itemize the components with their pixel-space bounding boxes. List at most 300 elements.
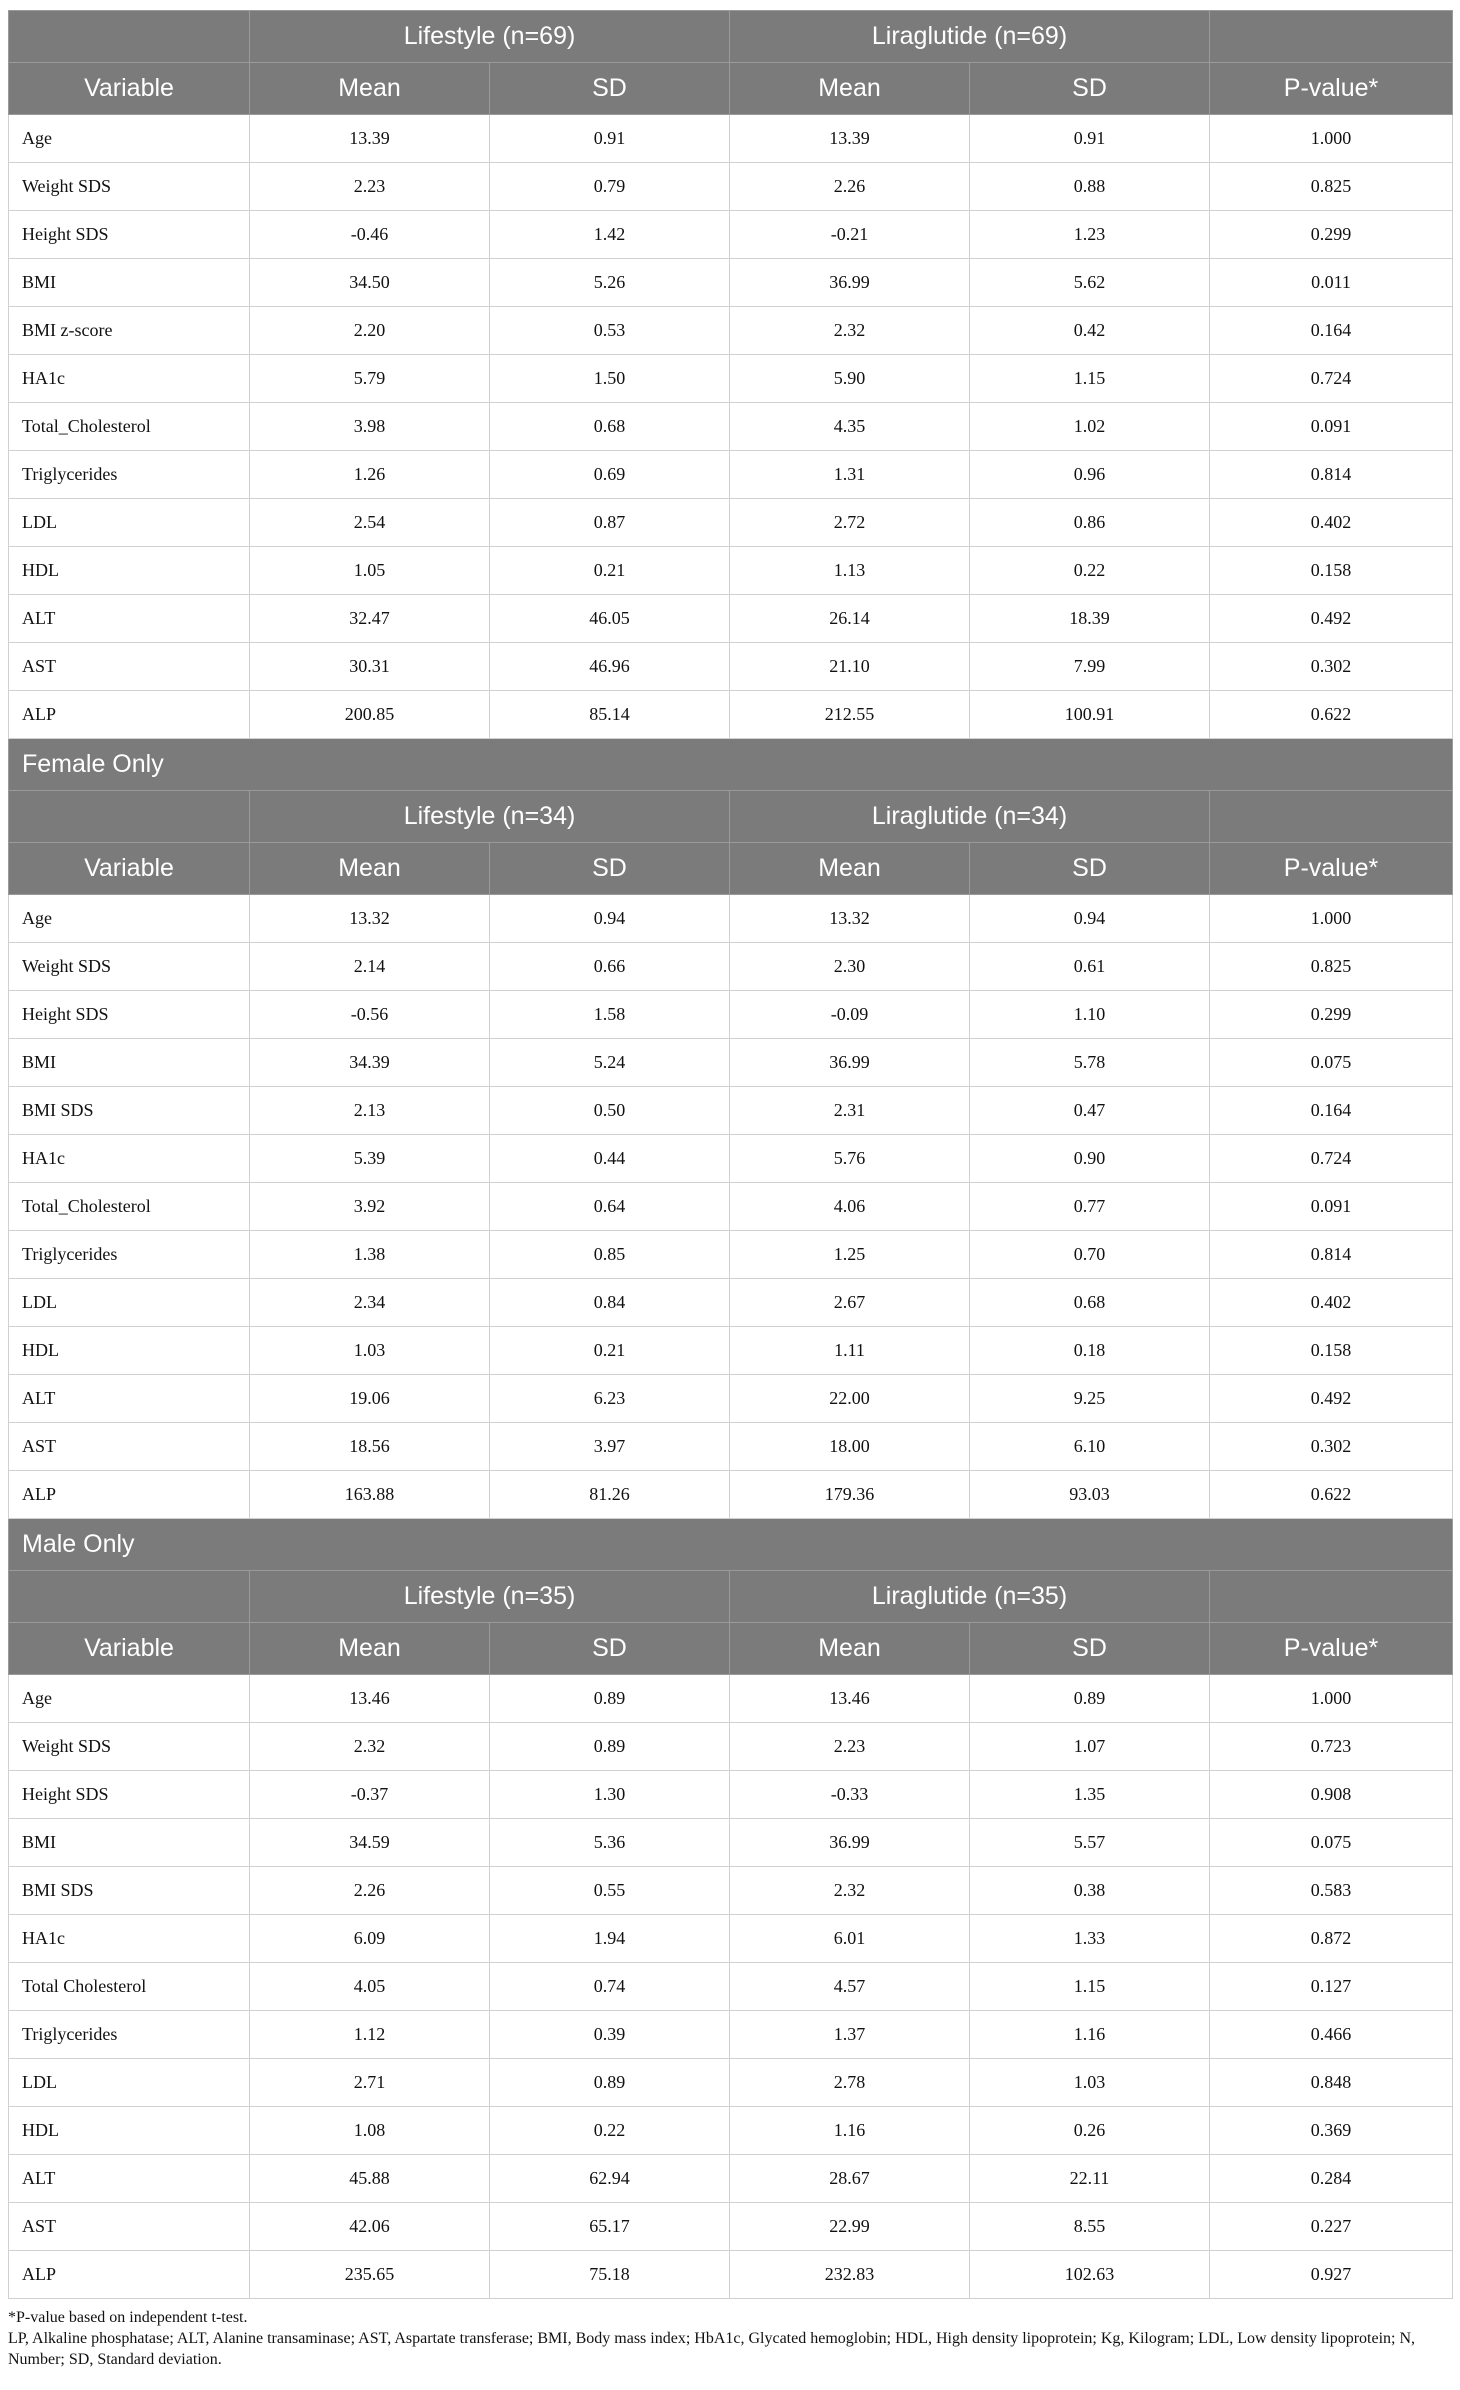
table-row (9, 2059, 1453, 2107)
group-header-empty (1210, 11, 1453, 63)
value-cell: 2.31 (730, 1087, 970, 1135)
value-cell: 13.32 (250, 895, 490, 943)
table-row (9, 2203, 1453, 2251)
value-cell: 1.03 (250, 1327, 490, 1375)
value-cell: 1.58 (490, 991, 730, 1039)
value-cell: 6.01 (730, 1915, 970, 1963)
column-header-mean: Mean (730, 63, 970, 115)
value-cell: 1.15 (970, 1963, 1210, 2011)
value-cell: 0.908 (1210, 1771, 1453, 1819)
value-cell: 0.158 (1210, 1327, 1453, 1375)
value-cell: 0.402 (1210, 1279, 1453, 1327)
value-cell: 0.18 (970, 1327, 1210, 1375)
value-cell: 1.16 (730, 2107, 970, 2155)
column-header-mean: Mean (730, 1623, 970, 1675)
column-header-variable: Variable (9, 63, 250, 115)
value-cell: 0.075 (1210, 1039, 1453, 1087)
value-cell: 1.16 (970, 2011, 1210, 2059)
column-header-row (9, 1623, 1453, 1675)
value-cell: 26.14 (730, 595, 970, 643)
table-row (9, 1231, 1453, 1279)
table-row (9, 403, 1453, 451)
variable-cell: Weight SDS (9, 943, 250, 991)
value-cell: 2.32 (730, 1867, 970, 1915)
value-cell: 2.32 (250, 1723, 490, 1771)
value-cell: 0.075 (1210, 1819, 1453, 1867)
value-cell: 36.99 (730, 259, 970, 307)
value-cell: 13.32 (730, 895, 970, 943)
value-cell: 0.825 (1210, 163, 1453, 211)
value-cell: 36.99 (730, 1039, 970, 1087)
value-cell: 1.15 (970, 355, 1210, 403)
value-cell: 0.91 (490, 115, 730, 163)
value-cell: 0.011 (1210, 259, 1453, 307)
variable-cell: Total_Cholesterol (9, 1183, 250, 1231)
value-cell: -0.21 (730, 211, 970, 259)
column-header-sd: SD (970, 843, 1210, 895)
value-cell: -0.37 (250, 1771, 490, 1819)
column-header-sd: SD (490, 843, 730, 895)
value-cell: 85.14 (490, 691, 730, 739)
value-cell: 2.54 (250, 499, 490, 547)
table-row (9, 595, 1453, 643)
table-row (9, 1471, 1453, 1519)
table-row (9, 1723, 1453, 1771)
value-cell: 0.814 (1210, 1231, 1453, 1279)
value-cell: 0.79 (490, 163, 730, 211)
value-cell: 1.000 (1210, 1675, 1453, 1723)
value-cell: 93.03 (970, 1471, 1210, 1519)
value-cell: 18.39 (970, 595, 1210, 643)
value-cell: 1.12 (250, 2011, 490, 2059)
table-row (9, 2011, 1453, 2059)
group-header-empty (9, 791, 250, 843)
value-cell: 0.42 (970, 307, 1210, 355)
data-table (8, 10, 1453, 2299)
value-cell: 22.99 (730, 2203, 970, 2251)
value-cell: 0.84 (490, 1279, 730, 1327)
variable-cell: Height SDS (9, 1771, 250, 1819)
value-cell: 2.30 (730, 943, 970, 991)
variable-cell: ALT (9, 2155, 250, 2203)
variable-cell: HA1c (9, 355, 250, 403)
value-cell: 0.227 (1210, 2203, 1453, 2251)
group-header-row (9, 1571, 1453, 1623)
value-cell: 1.07 (970, 1723, 1210, 1771)
column-header-row (9, 63, 1453, 115)
value-cell: 5.36 (490, 1819, 730, 1867)
group-header-row (9, 791, 1453, 843)
value-cell: 0.89 (970, 1675, 1210, 1723)
value-cell: 0.927 (1210, 2251, 1453, 2299)
variable-cell: AST (9, 643, 250, 691)
variable-cell: AST (9, 2203, 250, 2251)
value-cell: 163.88 (250, 1471, 490, 1519)
group-header-liraglutide: Liraglutide (n=34) (730, 791, 1210, 843)
variable-cell: Age (9, 1675, 250, 1723)
value-cell: 5.76 (730, 1135, 970, 1183)
column-header-pvalue: P-value* (1210, 63, 1453, 115)
value-cell: 5.39 (250, 1135, 490, 1183)
value-cell: 2.23 (730, 1723, 970, 1771)
column-header-variable: Variable (9, 1623, 250, 1675)
value-cell: 0.299 (1210, 991, 1453, 1039)
variable-cell: Height SDS (9, 211, 250, 259)
value-cell: 0.89 (490, 2059, 730, 2107)
value-cell: 1.94 (490, 1915, 730, 1963)
value-cell: 2.67 (730, 1279, 970, 1327)
table-row (9, 1771, 1453, 1819)
value-cell: 0.723 (1210, 1723, 1453, 1771)
value-cell: 1.02 (970, 403, 1210, 451)
section-title: Male Only (9, 1519, 1453, 1571)
table-row (9, 1183, 1453, 1231)
value-cell: 0.94 (970, 895, 1210, 943)
value-cell: 0.69 (490, 451, 730, 499)
table-row (9, 1963, 1453, 2011)
value-cell: 0.68 (490, 403, 730, 451)
value-cell: 0.724 (1210, 1135, 1453, 1183)
value-cell: 1.10 (970, 991, 1210, 1039)
variable-cell: ALP (9, 1471, 250, 1519)
variable-cell: BMI SDS (9, 1087, 250, 1135)
value-cell: 0.22 (970, 547, 1210, 595)
variable-cell: Triglycerides (9, 1231, 250, 1279)
value-cell: 0.94 (490, 895, 730, 943)
variable-cell: ALP (9, 691, 250, 739)
variable-cell: BMI SDS (9, 1867, 250, 1915)
table-row (9, 1327, 1453, 1375)
table-row (9, 355, 1453, 403)
value-cell: 0.38 (970, 1867, 1210, 1915)
value-cell: 0.61 (970, 943, 1210, 991)
table-row (9, 499, 1453, 547)
value-cell: 0.96 (970, 451, 1210, 499)
table-row (9, 1039, 1453, 1087)
value-cell: 5.24 (490, 1039, 730, 1087)
value-cell: 2.72 (730, 499, 970, 547)
value-cell: 0.302 (1210, 1423, 1453, 1471)
variable-cell: ALP (9, 2251, 250, 2299)
value-cell: 1.35 (970, 1771, 1210, 1819)
table-row (9, 547, 1453, 595)
column-header-sd: SD (970, 63, 1210, 115)
group-header-lifestyle: Lifestyle (n=69) (250, 11, 730, 63)
value-cell: 22.00 (730, 1375, 970, 1423)
value-cell: 1.23 (970, 211, 1210, 259)
value-cell: 0.44 (490, 1135, 730, 1183)
value-cell: 0.492 (1210, 595, 1453, 643)
group-header-liraglutide: Liraglutide (n=35) (730, 1571, 1210, 1623)
value-cell: 1.03 (970, 2059, 1210, 2107)
value-cell: 0.369 (1210, 2107, 1453, 2155)
value-cell: 0.21 (490, 1327, 730, 1375)
value-cell: 0.64 (490, 1183, 730, 1231)
column-header-mean: Mean (250, 63, 490, 115)
variable-cell: Total Cholesterol (9, 1963, 250, 2011)
value-cell: 4.05 (250, 1963, 490, 2011)
value-cell: 0.466 (1210, 2011, 1453, 2059)
value-cell: 2.20 (250, 307, 490, 355)
value-cell: 0.50 (490, 1087, 730, 1135)
table-row (9, 1087, 1453, 1135)
value-cell: 1.26 (250, 451, 490, 499)
value-cell: 0.22 (490, 2107, 730, 2155)
value-cell: -0.09 (730, 991, 970, 1039)
value-cell: 34.39 (250, 1039, 490, 1087)
value-cell: 0.77 (970, 1183, 1210, 1231)
column-header-sd: SD (490, 63, 730, 115)
section-title-row (9, 1519, 1453, 1571)
variable-cell: BMI (9, 1039, 250, 1087)
value-cell: 0.86 (970, 499, 1210, 547)
value-cell: 5.90 (730, 355, 970, 403)
table-container (8, 10, 1452, 2370)
table-row (9, 991, 1453, 1039)
value-cell: 102.63 (970, 2251, 1210, 2299)
value-cell: 0.66 (490, 943, 730, 991)
variable-cell: HDL (9, 1327, 250, 1375)
value-cell: 0.47 (970, 1087, 1210, 1135)
table-row (9, 2251, 1453, 2299)
value-cell: 2.26 (730, 163, 970, 211)
value-cell: 1.000 (1210, 895, 1453, 943)
value-cell: 42.06 (250, 2203, 490, 2251)
value-cell: 0.91 (970, 115, 1210, 163)
value-cell: 32.47 (250, 595, 490, 643)
group-header-empty (9, 11, 250, 63)
value-cell: 0.814 (1210, 451, 1453, 499)
value-cell: 6.10 (970, 1423, 1210, 1471)
table-row (9, 307, 1453, 355)
table-row (9, 1675, 1453, 1723)
variable-cell: Height SDS (9, 991, 250, 1039)
variable-cell: Age (9, 895, 250, 943)
variable-cell: Age (9, 115, 250, 163)
table-row (9, 163, 1453, 211)
value-cell: 1.42 (490, 211, 730, 259)
group-header-empty (1210, 791, 1453, 843)
footnote-pvalue: *P-value based on independent t-test. (8, 2309, 248, 2326)
variable-cell: BMI (9, 1819, 250, 1867)
value-cell: 75.18 (490, 2251, 730, 2299)
value-cell: 62.94 (490, 2155, 730, 2203)
group-header-empty (9, 1571, 250, 1623)
value-cell: 0.299 (1210, 211, 1453, 259)
table-row (9, 1423, 1453, 1471)
group-header-lifestyle: Lifestyle (n=35) (250, 1571, 730, 1623)
variable-cell: HDL (9, 547, 250, 595)
table-row (9, 895, 1453, 943)
group-header-empty (1210, 1571, 1453, 1623)
value-cell: 7.99 (970, 643, 1210, 691)
column-header-mean: Mean (250, 1623, 490, 1675)
table-row (9, 643, 1453, 691)
value-cell: 46.96 (490, 643, 730, 691)
value-cell: 5.78 (970, 1039, 1210, 1087)
value-cell: 5.57 (970, 1819, 1210, 1867)
variable-cell: HA1c (9, 1915, 250, 1963)
column-header-sd: SD (970, 1623, 1210, 1675)
value-cell: 100.91 (970, 691, 1210, 739)
column-header-pvalue: P-value* (1210, 843, 1453, 895)
variable-cell: Triglycerides (9, 2011, 250, 2059)
value-cell: 81.26 (490, 1471, 730, 1519)
variable-cell: ALT (9, 595, 250, 643)
value-cell: 0.70 (970, 1231, 1210, 1279)
value-cell: 0.39 (490, 2011, 730, 2059)
value-cell: 0.302 (1210, 643, 1453, 691)
value-cell: 2.71 (250, 2059, 490, 2107)
value-cell: 3.98 (250, 403, 490, 451)
variable-cell: HDL (9, 2107, 250, 2155)
value-cell: 9.25 (970, 1375, 1210, 1423)
table-row (9, 1867, 1453, 1915)
value-cell: 4.57 (730, 1963, 970, 2011)
value-cell: 0.89 (490, 1723, 730, 1771)
table-row (9, 943, 1453, 991)
value-cell: 3.97 (490, 1423, 730, 1471)
value-cell: 1.08 (250, 2107, 490, 2155)
table-row (9, 1375, 1453, 1423)
value-cell: 0.164 (1210, 307, 1453, 355)
column-header-mean: Mean (250, 843, 490, 895)
value-cell: 1.25 (730, 1231, 970, 1279)
table-row (9, 115, 1453, 163)
value-cell: 0.164 (1210, 1087, 1453, 1135)
value-cell: 13.46 (250, 1675, 490, 1723)
section-title-row (9, 739, 1453, 791)
value-cell: 0.848 (1210, 2059, 1453, 2107)
value-cell: 0.622 (1210, 691, 1453, 739)
value-cell: 6.09 (250, 1915, 490, 1963)
value-cell: 0.74 (490, 1963, 730, 2011)
value-cell: 200.85 (250, 691, 490, 739)
variable-cell: Weight SDS (9, 163, 250, 211)
value-cell: 3.92 (250, 1183, 490, 1231)
value-cell: 2.26 (250, 1867, 490, 1915)
value-cell: 46.05 (490, 595, 730, 643)
value-cell: 0.091 (1210, 403, 1453, 451)
value-cell: 0.55 (490, 1867, 730, 1915)
value-cell: 1.13 (730, 547, 970, 595)
value-cell: 0.85 (490, 1231, 730, 1279)
value-cell: 34.59 (250, 1819, 490, 1867)
value-cell: 6.23 (490, 1375, 730, 1423)
variable-cell: LDL (9, 2059, 250, 2107)
value-cell: 1.38 (250, 1231, 490, 1279)
value-cell: 2.14 (250, 943, 490, 991)
variable-cell: ALT (9, 1375, 250, 1423)
value-cell: 19.06 (250, 1375, 490, 1423)
value-cell: 0.68 (970, 1279, 1210, 1327)
value-cell: 18.56 (250, 1423, 490, 1471)
value-cell: 0.284 (1210, 2155, 1453, 2203)
value-cell: 0.87 (490, 499, 730, 547)
value-cell: 13.39 (730, 115, 970, 163)
column-header-sd: SD (490, 1623, 730, 1675)
value-cell: 2.13 (250, 1087, 490, 1135)
value-cell: 0.89 (490, 1675, 730, 1723)
variable-cell: Triglycerides (9, 451, 250, 499)
value-cell: 1.05 (250, 547, 490, 595)
value-cell: 0.622 (1210, 1471, 1453, 1519)
value-cell: 36.99 (730, 1819, 970, 1867)
table-row (9, 2107, 1453, 2155)
value-cell: 5.62 (970, 259, 1210, 307)
value-cell: 1.50 (490, 355, 730, 403)
value-cell: 1.33 (970, 1915, 1210, 1963)
column-header-mean: Mean (730, 843, 970, 895)
variable-cell: AST (9, 1423, 250, 1471)
value-cell: 0.724 (1210, 355, 1453, 403)
value-cell: 0.127 (1210, 1963, 1453, 2011)
table-row (9, 1915, 1453, 1963)
variable-cell: LDL (9, 1279, 250, 1327)
table-row (9, 1279, 1453, 1327)
value-cell: 0.583 (1210, 1867, 1453, 1915)
value-cell: 2.23 (250, 163, 490, 211)
value-cell: 2.34 (250, 1279, 490, 1327)
value-cell: 179.36 (730, 1471, 970, 1519)
table-row (9, 691, 1453, 739)
value-cell: 2.78 (730, 2059, 970, 2107)
value-cell: 1.31 (730, 451, 970, 499)
value-cell: 13.46 (730, 1675, 970, 1723)
column-header-pvalue: P-value* (1210, 1623, 1453, 1675)
variable-cell: BMI z-score (9, 307, 250, 355)
section-title: Female Only (9, 739, 1453, 791)
value-cell: -0.33 (730, 1771, 970, 1819)
value-cell: 0.53 (490, 307, 730, 355)
value-cell: 5.79 (250, 355, 490, 403)
variable-cell: LDL (9, 499, 250, 547)
value-cell: 34.50 (250, 259, 490, 307)
value-cell: 65.17 (490, 2203, 730, 2251)
table-row (9, 259, 1453, 307)
value-cell: 1.11 (730, 1327, 970, 1375)
table-body (9, 11, 1453, 2299)
value-cell: 4.06 (730, 1183, 970, 1231)
footnote-abbreviations: LP, Alkaline phosphatase; ALT, Alanine transaminase; AST, Aspartate transferase; BMI, Body mass index; HbA1c, Glycated hemoglobin; HDL, High density lipoprotein; Kg, Kilogram; LDL, Low density lipoprotein; N, Number; SD, Standard deviation. (8, 2330, 1416, 2368)
value-cell: -0.56 (250, 991, 490, 1039)
value-cell: 8.55 (970, 2203, 1210, 2251)
value-cell: 0.26 (970, 2107, 1210, 2155)
table-row (9, 2155, 1453, 2203)
value-cell: 2.32 (730, 307, 970, 355)
value-cell: 45.88 (250, 2155, 490, 2203)
table-row (9, 451, 1453, 499)
value-cell: 0.158 (1210, 547, 1453, 595)
value-cell: 4.35 (730, 403, 970, 451)
value-cell: 18.00 (730, 1423, 970, 1471)
value-cell: 232.83 (730, 2251, 970, 2299)
value-cell: 0.492 (1210, 1375, 1453, 1423)
value-cell: 13.39 (250, 115, 490, 163)
variable-cell: HA1c (9, 1135, 250, 1183)
variable-cell: Weight SDS (9, 1723, 250, 1771)
value-cell: 235.65 (250, 2251, 490, 2299)
value-cell: 1.37 (730, 2011, 970, 2059)
value-cell: 1.30 (490, 1771, 730, 1819)
column-header-variable: Variable (9, 843, 250, 895)
value-cell: 28.67 (730, 2155, 970, 2203)
value-cell: -0.46 (250, 211, 490, 259)
value-cell: 212.55 (730, 691, 970, 739)
table-row (9, 211, 1453, 259)
footnotes (8, 2307, 1452, 2370)
table-row (9, 1135, 1453, 1183)
